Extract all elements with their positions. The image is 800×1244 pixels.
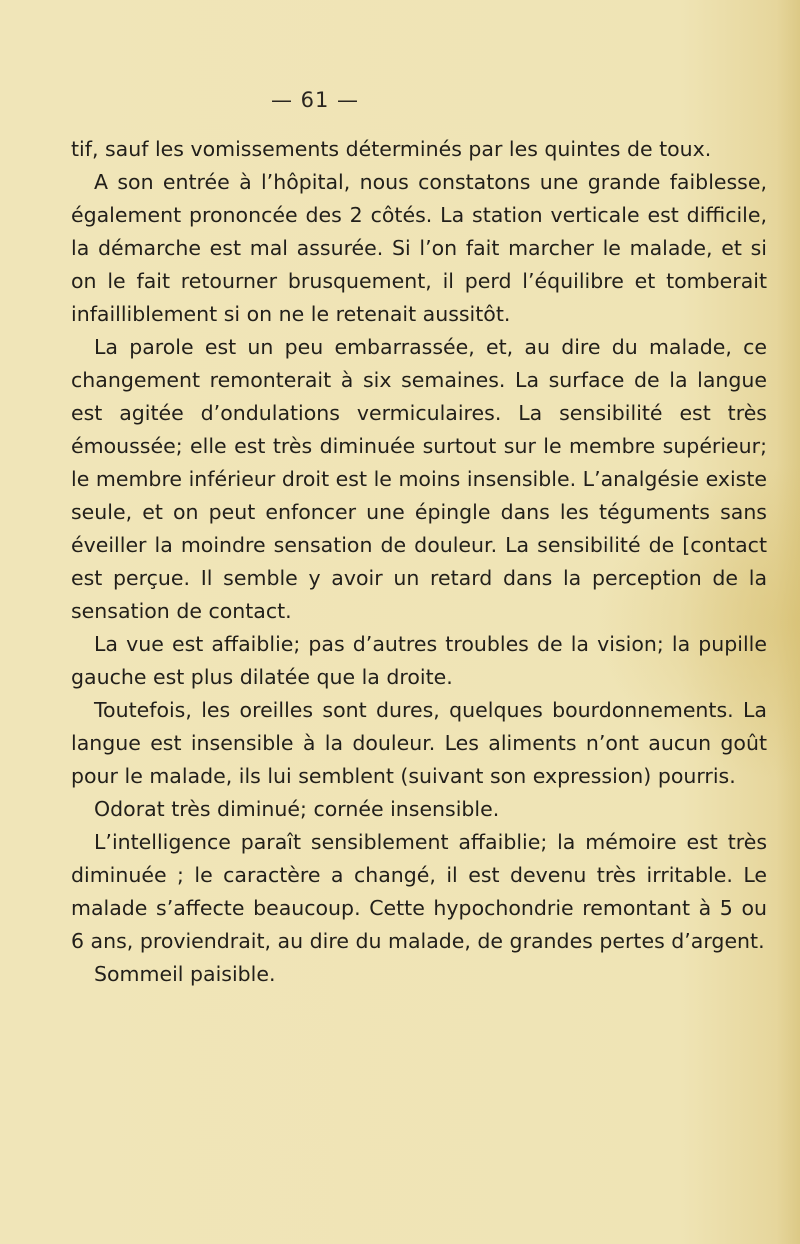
paragraph-smell: Odorat très diminué; cornée insensible.	[94, 797, 500, 821]
body-text	[71, 133, 767, 991]
paragraph-sleep: Sommeil paisible.	[94, 962, 276, 986]
page-number: — 61 —	[270, 88, 360, 112]
paragraph-hearing-taste: Toutefois, les oreilles sont dures, quelques bourdonnements. La langue est insensible à la douleur. Les aliments n’ont aucun goût pour le malade, ils lui semblent (suivant son expression) pourris.	[71, 698, 767, 788]
paragraph-vision: La vue est affaiblie; pas d’autres troubles de la vision; la pupille gauche est plus dilatée que la droite.	[71, 632, 767, 689]
paragraph-continuation: tif, sauf les vomissements déterminés par les quintes de toux.	[71, 137, 712, 161]
paragraph-hospital-entry: A son entrée à l’hôpital, nous constatons une grande faiblesse, également prononcée des 2 côtés. La station verticale est difficile, la démarche est mal assurée. Si l’on fait marcher le malade, et si on le fait retourner brusquement, il perd l’équilibre et tomberait infailliblement si on ne le retenait aussitôt.	[71, 170, 767, 326]
paragraph-speech-sensibility: La parole est un peu embarrassée, et, au dire du malade, ce changement remonterait à six semaines. La surface de la langue est agitée d’ondulations vermiculaires. La sensibilité est très émoussée; elle est très diminuée surtout sur le membre supérieur; le membre inférieur droit est le moins insensible. L’analgésie existe seule, et on peut enfoncer une épingle dans les téguments sans éveiller la moindre sensation de douleur. La sensibilité de [contact est perçue. Il semble y avoir un retard dans la perception de la sensation de contact.	[71, 335, 767, 623]
paragraph-intelligence: L’intelligence paraît sensiblement affaiblie; la mémoire est très diminuée ; le caractère a changé, il est devenu très irritable. Le malade s’affecte beaucoup. Cette hypochondrie remontant à 5 ou 6 ans, proviendrait, au dire du malade, de grandes pertes d’argent.	[71, 830, 767, 953]
